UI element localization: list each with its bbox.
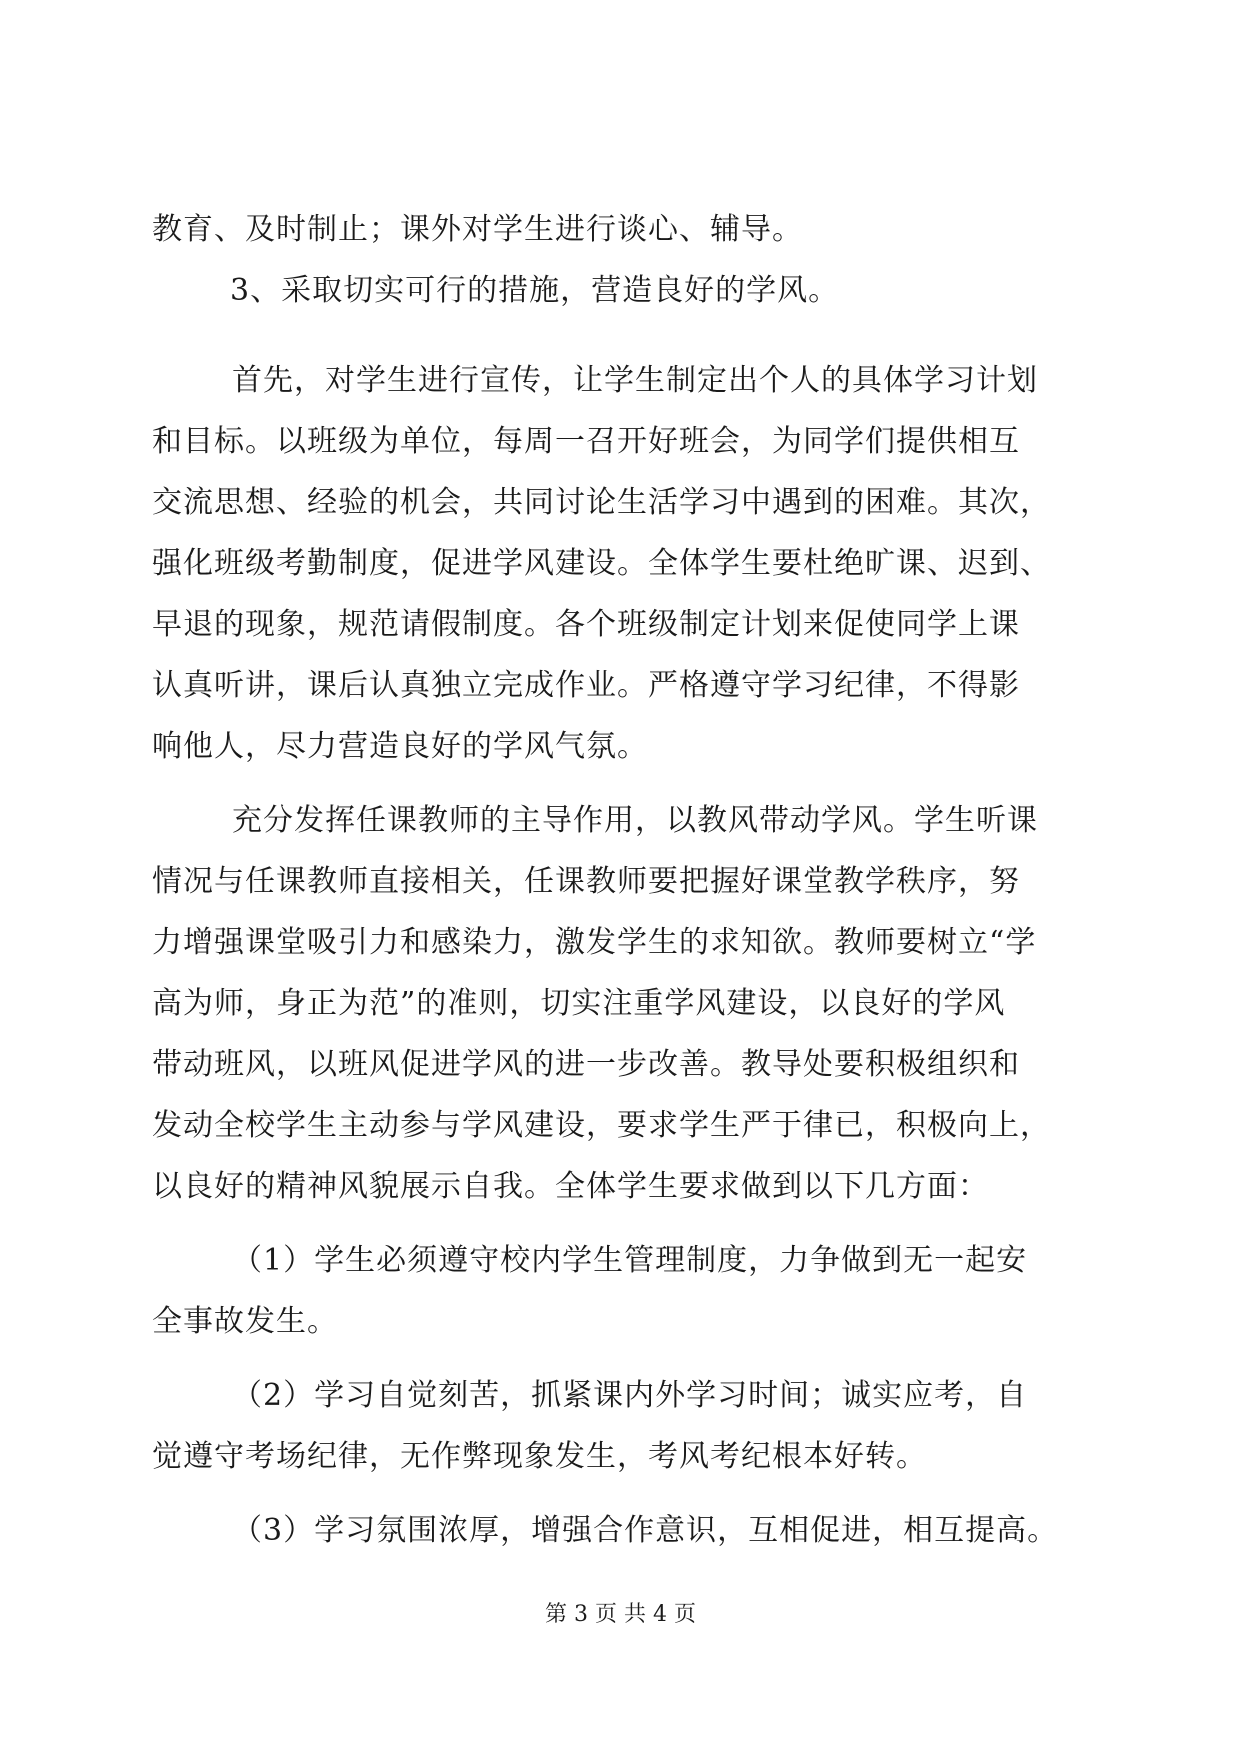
text-line: （3）学习氛围浓厚，增强合作意识，互相促进，相互提高。 (232, 1513, 1059, 1548)
text-line: 带动班风，以班风促进学风的进一步改善。教导处要积极组织和 (152, 1047, 1020, 1082)
text-line: 教育、及时制止；课外对学生进行谈心、辅导。 (152, 212, 803, 247)
text-line: 充分发挥任课教师的主导作用，以教风带动学风。学生听课 (232, 803, 1038, 838)
text-line: 和目标。以班级为单位，每周一召开好班会，为同学们提供相互 (152, 424, 1020, 459)
text-line: 力增强课堂吸引力和感染力，激发学生的求知欲。教师要树立“学 (152, 925, 1037, 960)
text-line: 情况与任课教师直接相关，任课教师要把握好课堂教学秩序，努 (152, 864, 1020, 899)
text-line: 早退的现象，规范请假制度。各个班级制定计划来促使同学上课 (152, 607, 1020, 642)
text-line: 全事故发生。 (152, 1304, 338, 1339)
text-line: 认真听讲，课后认真独立完成作业。严格遵守学习纪律，不得影 (152, 668, 1020, 703)
text-line: 强化班级考勤制度，促进学风建设。全体学生要杜绝旷课、迟到、 (152, 546, 1051, 581)
text-line: 响他人，尽力营造良好的学风气氛。 (152, 729, 648, 764)
text-line: （1）学生必须遵守校内学生管理制度，力争做到无一起安 (232, 1243, 1028, 1278)
text-line: 3、采取切实可行的措施，营造良好的学风。 (230, 273, 840, 308)
page-footer (0, 1600, 1241, 1630)
text-line: 发动全校学生主动参与学风建设，要求学生严于律已，积极向上， (152, 1108, 1051, 1143)
text-line: 首先，对学生进行宣传，让学生制定出个人的具体学习计划 (232, 363, 1038, 398)
text-line: 以良好的精神风貌展示自我。全体学生要求做到以下几方面： (152, 1169, 989, 1204)
text-line: 高为师，身正为范”的准则，切实注重学风建设，以良好的学风 (152, 986, 1006, 1021)
text-line: （2）学习自觉刻苦，抓紧课内外学习时间；诚实应考，自 (232, 1378, 1028, 1413)
page-number: 第 3 页 共 4 页 (545, 1602, 696, 1627)
text-line: 交流思想、经验的机会，共同讨论生活学习中遇到的困难。其次， (152, 485, 1051, 520)
text-line: 觉遵守考场纪律，无作弊现象发生，考风考纪根本好转。 (152, 1439, 927, 1474)
